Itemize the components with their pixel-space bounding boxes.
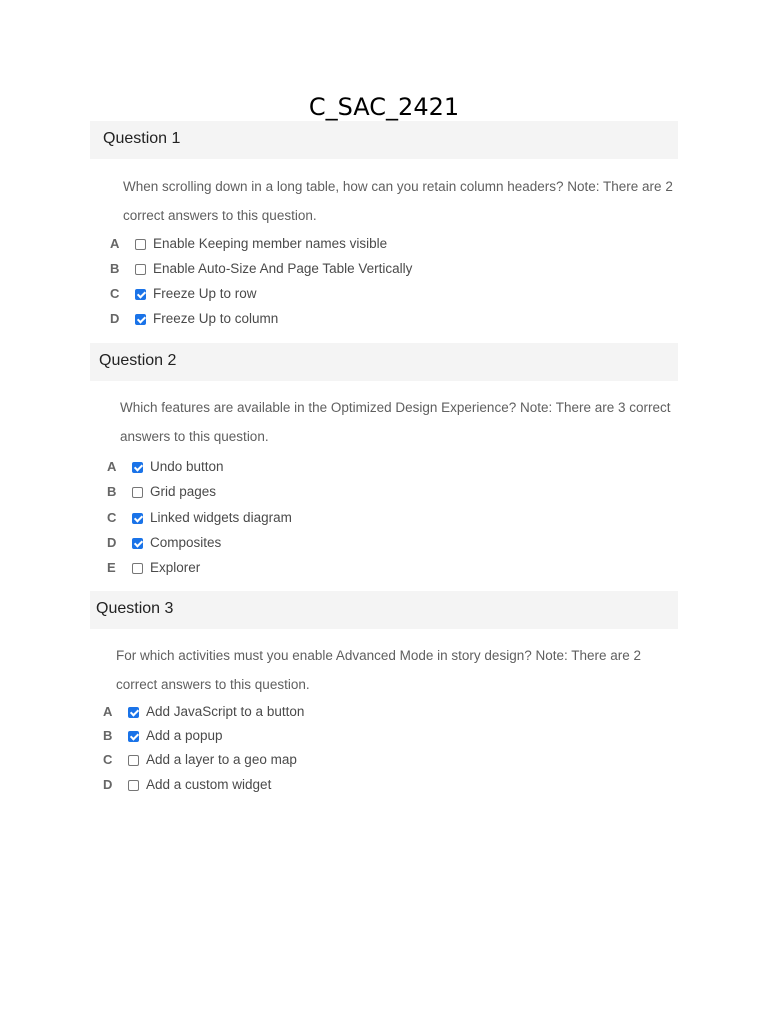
question-3-header: [90, 591, 678, 629]
option-letter: A: [107, 459, 117, 474]
question-1-title: Question 1: [103, 130, 181, 147]
question-2-title: Question 2: [99, 352, 177, 369]
checkbox[interactable]: [132, 538, 143, 549]
option-label: Grid pages: [150, 484, 217, 499]
checkbox[interactable]: [132, 487, 143, 498]
option-label: Add JavaScript to a button: [146, 704, 305, 719]
checkbox[interactable]: [135, 289, 146, 300]
checkbox[interactable]: [128, 755, 139, 766]
document-title: C_SAC_2421: [308, 93, 460, 121]
option-letter: C: [103, 752, 113, 767]
checkbox[interactable]: [128, 780, 139, 791]
checkbox[interactable]: [128, 731, 139, 742]
option-letter: D: [103, 777, 113, 792]
option-letter: B: [110, 261, 120, 276]
option-label: Add a custom widget: [146, 777, 272, 792]
question-3-title: Question 3: [96, 600, 174, 617]
option-label: Composites: [150, 535, 222, 550]
checkbox[interactable]: [135, 314, 146, 325]
option-label: Add a layer to a geo map: [146, 752, 297, 767]
option-label: Freeze Up to column: [153, 311, 279, 326]
option-label: Enable Auto-Size And Page Table Vertically: [153, 261, 413, 276]
option-label: Freeze Up to row: [153, 286, 257, 301]
option-letter: B: [107, 484, 117, 499]
option-letter: C: [107, 510, 117, 525]
checkbox[interactable]: [132, 563, 143, 574]
question-2-header: [90, 343, 678, 381]
option-letter: E: [107, 560, 116, 575]
option-label: Enable Keeping member names visible: [153, 236, 388, 251]
option-label: Add a popup: [146, 728, 223, 743]
question-3-text: For which activities must you enable Advanced Mode in story design? Note: There are 2 correct answers to this question.: [116, 648, 642, 692]
option-label: Undo button: [150, 459, 224, 474]
checkbox[interactable]: [128, 707, 139, 718]
option-letter: C: [110, 286, 120, 301]
question-1-text: When scrolling down in a long table, how can you retain column headers? Note: There are 2 correct answers to this question.: [123, 179, 673, 223]
option-label: Explorer: [150, 560, 201, 575]
checkbox[interactable]: [132, 513, 143, 524]
checkbox[interactable]: [135, 239, 146, 250]
option-letter: A: [110, 236, 120, 251]
option-letter: B: [103, 728, 113, 743]
option-letter: D: [107, 535, 117, 550]
question-2-text: Which features are available in the Optimized Design Experience? Note: There are 3 correct answers to this question.: [120, 400, 671, 444]
checkbox[interactable]: [132, 462, 143, 473]
question-1-header: [90, 121, 678, 159]
checkbox[interactable]: [135, 264, 146, 275]
option-label: Linked widgets diagram: [150, 510, 292, 525]
option-letter: A: [103, 704, 113, 719]
option-letter: D: [110, 311, 120, 326]
